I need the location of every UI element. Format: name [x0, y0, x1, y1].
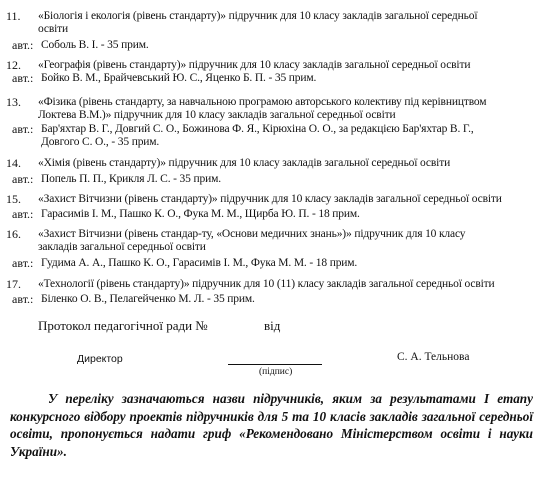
- item-number: 13.: [6, 95, 21, 109]
- item-title-line: «Захист Вітчизни (рівень стандарту)» підручник для 10 класу закладів загальної середньої освіти: [38, 193, 502, 205]
- item-title-line: «Захист Вітчизни (рівень стандар-ту, «Основи медичних знань»)» підручник для 10 класу: [38, 228, 466, 240]
- item-authors: Гудима А. А., Пашко К. О., Гарасимів І. М., Фука М. М. - 18 прим.: [41, 257, 358, 269]
- item-authors: Біленко О. В., Пелагейченко М. Л. - 35 прим.: [41, 293, 255, 305]
- protocol-label: Протокол педагогічної ради №: [38, 318, 208, 333]
- item-title-line: «Технології (рівень стандарту)» підручник для 10 (11) класу закладів загальної середньої освіти: [38, 278, 495, 290]
- item-title-line: «Біологія і екологія (рівень стандарту)» підручник для 10 класу закладів загальної середньої: [38, 10, 478, 22]
- signature-hint: (підпис): [259, 367, 293, 377]
- item-number: 14.: [6, 156, 21, 170]
- author-label: авт.:: [12, 122, 34, 136]
- item-number: 17.: [6, 277, 21, 291]
- closing-note: У переліку зазначаються назви підручників, яким за результатами І етапу конкурсного відбору проектів підручників для 5 та 10 класів закладів загальної середньої освіти, пропонується надати гриф «Рекомендовано Міністерством освіти і науки України».: [10, 391, 533, 459]
- item-title-line: освіти: [38, 23, 69, 35]
- item-title-line: «Географія (рівень стандарту)» підручник для 10 класу закладів загальної середньої освіти: [38, 59, 471, 71]
- author-label: авт.:: [12, 38, 34, 52]
- signature-line: [228, 364, 322, 365]
- director-label: Директор: [77, 353, 123, 365]
- author-label: авт.:: [12, 71, 34, 85]
- item-number: 11.: [6, 9, 21, 23]
- item-authors: Гарасимів І. М., Пашко К. О., Фука М. М., Щирба Ю. П. - 18 прим.: [41, 208, 360, 220]
- author-label: авт.:: [12, 207, 34, 221]
- item-authors: Довгого С. О., - 35 прим.: [41, 136, 160, 148]
- item-authors: Бар'яхтар В. Г., Довгий С. О., Божинова Ф. Я., Кірюхіна О. О., за редакцією Бар'яхтар В. Г.,: [41, 123, 474, 135]
- item-number: 12.: [6, 58, 21, 72]
- author-label: авт.:: [12, 292, 34, 306]
- protocol-date-label: від: [264, 318, 281, 333]
- item-title-line: «Фізика (рівень стандарту, за навчальною програмою авторського колективу під керівництвом: [38, 96, 487, 108]
- item-title-line: закладів загальної середньої освіти: [38, 241, 206, 253]
- item-number: 16.: [6, 227, 21, 241]
- item-title-line: Локтева В.М.)» підручник для 10 класу закладів загальної середньої освіти: [38, 109, 396, 121]
- item-title-line: «Хімія (рівень стандарту)» підручник для 10 класу закладів загальної середньої освіти: [38, 157, 451, 169]
- item-authors: Попель П. П., Крикля Л. С. - 35 прим.: [41, 173, 221, 185]
- item-number: 15.: [6, 192, 21, 206]
- director-name: С. А. Тельнова: [397, 351, 470, 363]
- author-label: авт.:: [12, 256, 34, 270]
- item-authors: Соболь В. І. - 35 прим.: [41, 39, 149, 51]
- author-label: авт.:: [12, 172, 34, 186]
- item-authors: Бойко В. М., Брайчевський Ю. С., Яценко Б. П. - 35 прим.: [41, 72, 317, 84]
